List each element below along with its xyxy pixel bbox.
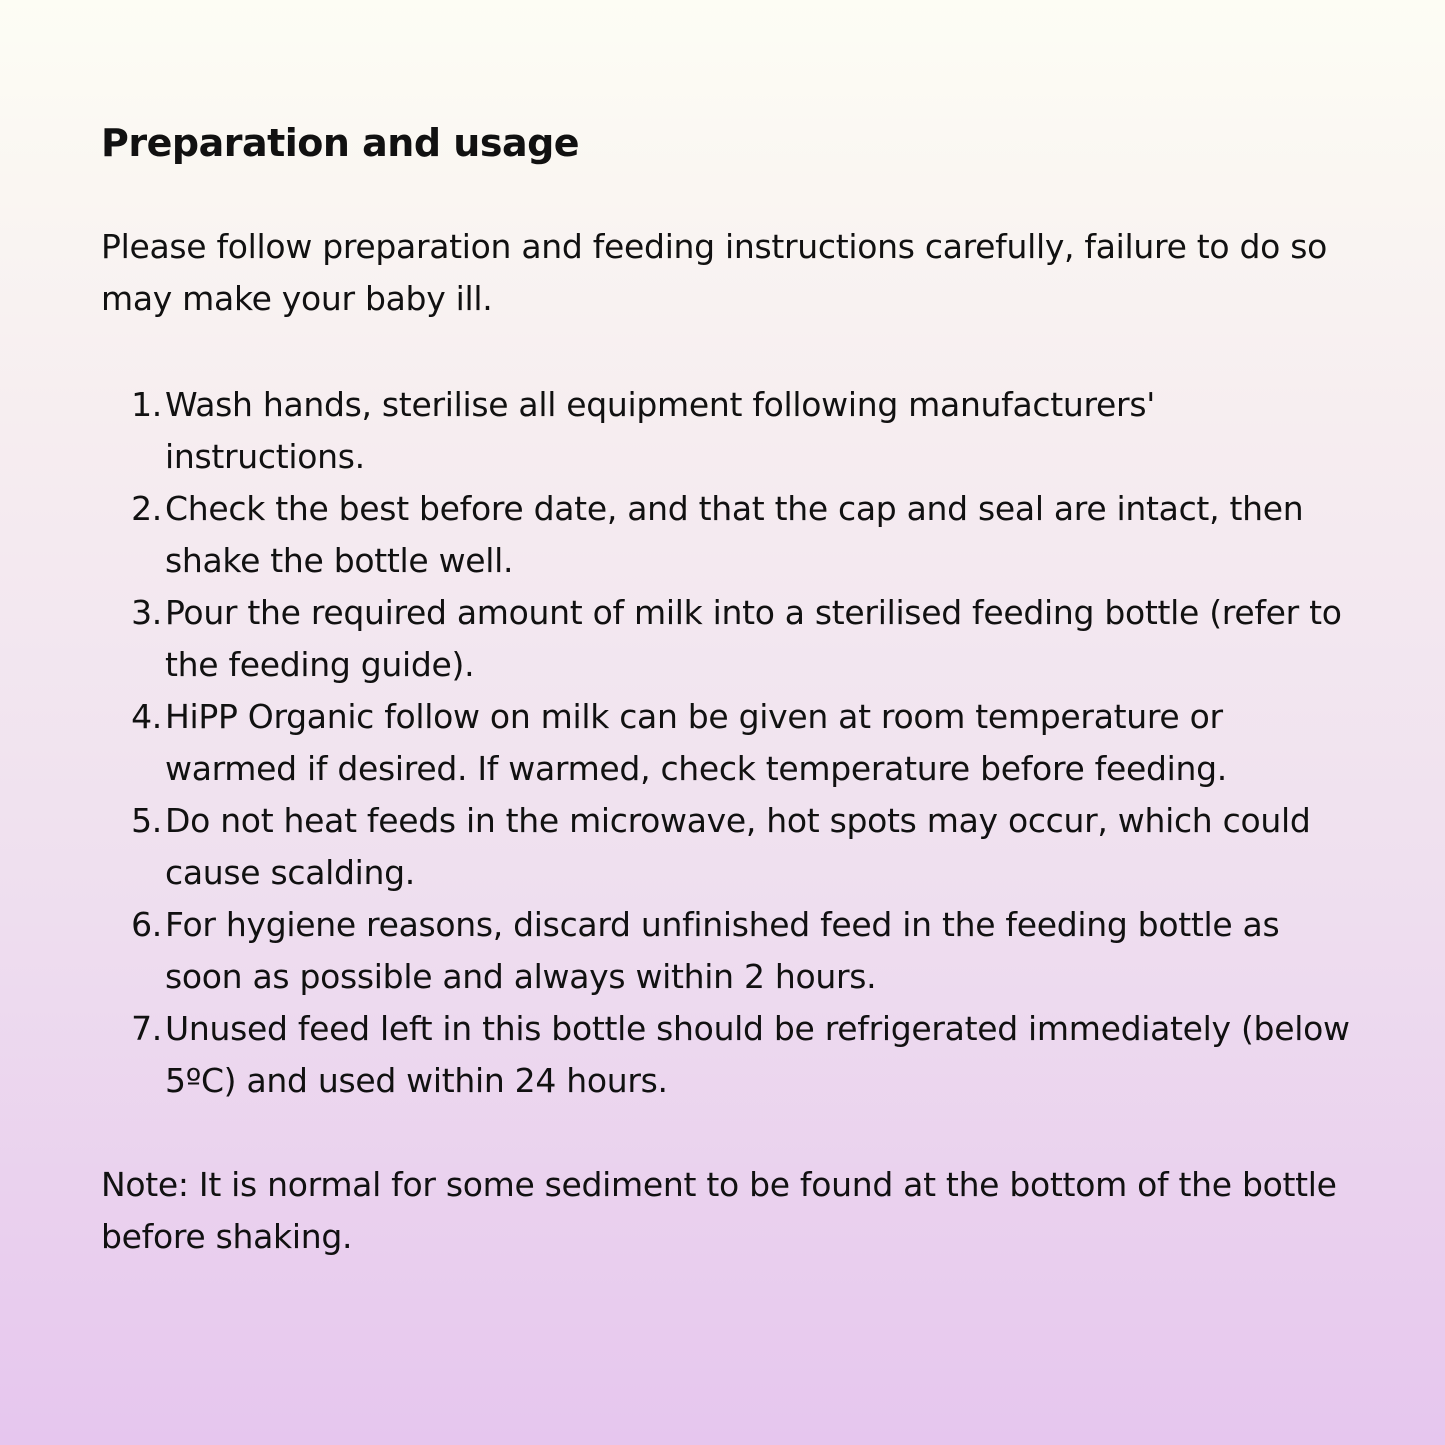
step-number: 6. xyxy=(131,905,162,944)
step-text: Pour the required amount of milk into a sterilised feeding bottle (refer to the feeding guide). xyxy=(165,593,1342,684)
step-text: Check the best before date, and that the cap and seal are intact, then shake the bottle well. xyxy=(165,489,1304,580)
step-number: 4. xyxy=(131,697,162,736)
list-item xyxy=(101,587,1355,691)
step-text: For hygiene reasons, discard unfinished feed in the feeding bottle as soon as possible and always within 2 hours. xyxy=(165,905,1280,996)
list-item xyxy=(101,1003,1355,1107)
step-text: HiPP Organic follow on milk can be given at room temperature or warmed if desired. If warmed, check temperature before feeding. xyxy=(165,697,1227,788)
step-number: 7. xyxy=(131,1009,162,1048)
step-number: 3. xyxy=(131,593,162,632)
list-item xyxy=(101,795,1355,899)
list-item xyxy=(101,379,1355,483)
page-title: Preparation and usage xyxy=(101,121,580,165)
list-item xyxy=(101,899,1355,1003)
step-number: 5. xyxy=(131,801,162,840)
step-number: 1. xyxy=(131,385,162,424)
step-text: Unused feed left in this bottle should be refrigerated immediately (below 5ºC) and used within 24 hours. xyxy=(165,1009,1350,1100)
list-item xyxy=(101,691,1355,795)
step-text: Do not heat feeds in the microwave, hot spots may occur, which could cause scalding. xyxy=(165,801,1311,892)
step-number: 2. xyxy=(131,489,162,528)
step-text: Wash hands, sterilise all equipment following manufacturers' instructions. xyxy=(165,385,1155,476)
note-paragraph: Note: It is normal for some sediment to be found at the bottom of the bottle before shaking. xyxy=(101,1165,1337,1256)
intro-paragraph: Please follow preparation and feeding instructions carefully, failure to do so may make your baby ill. xyxy=(101,227,1327,318)
list-item xyxy=(101,483,1355,587)
steps-list xyxy=(101,379,1355,1107)
